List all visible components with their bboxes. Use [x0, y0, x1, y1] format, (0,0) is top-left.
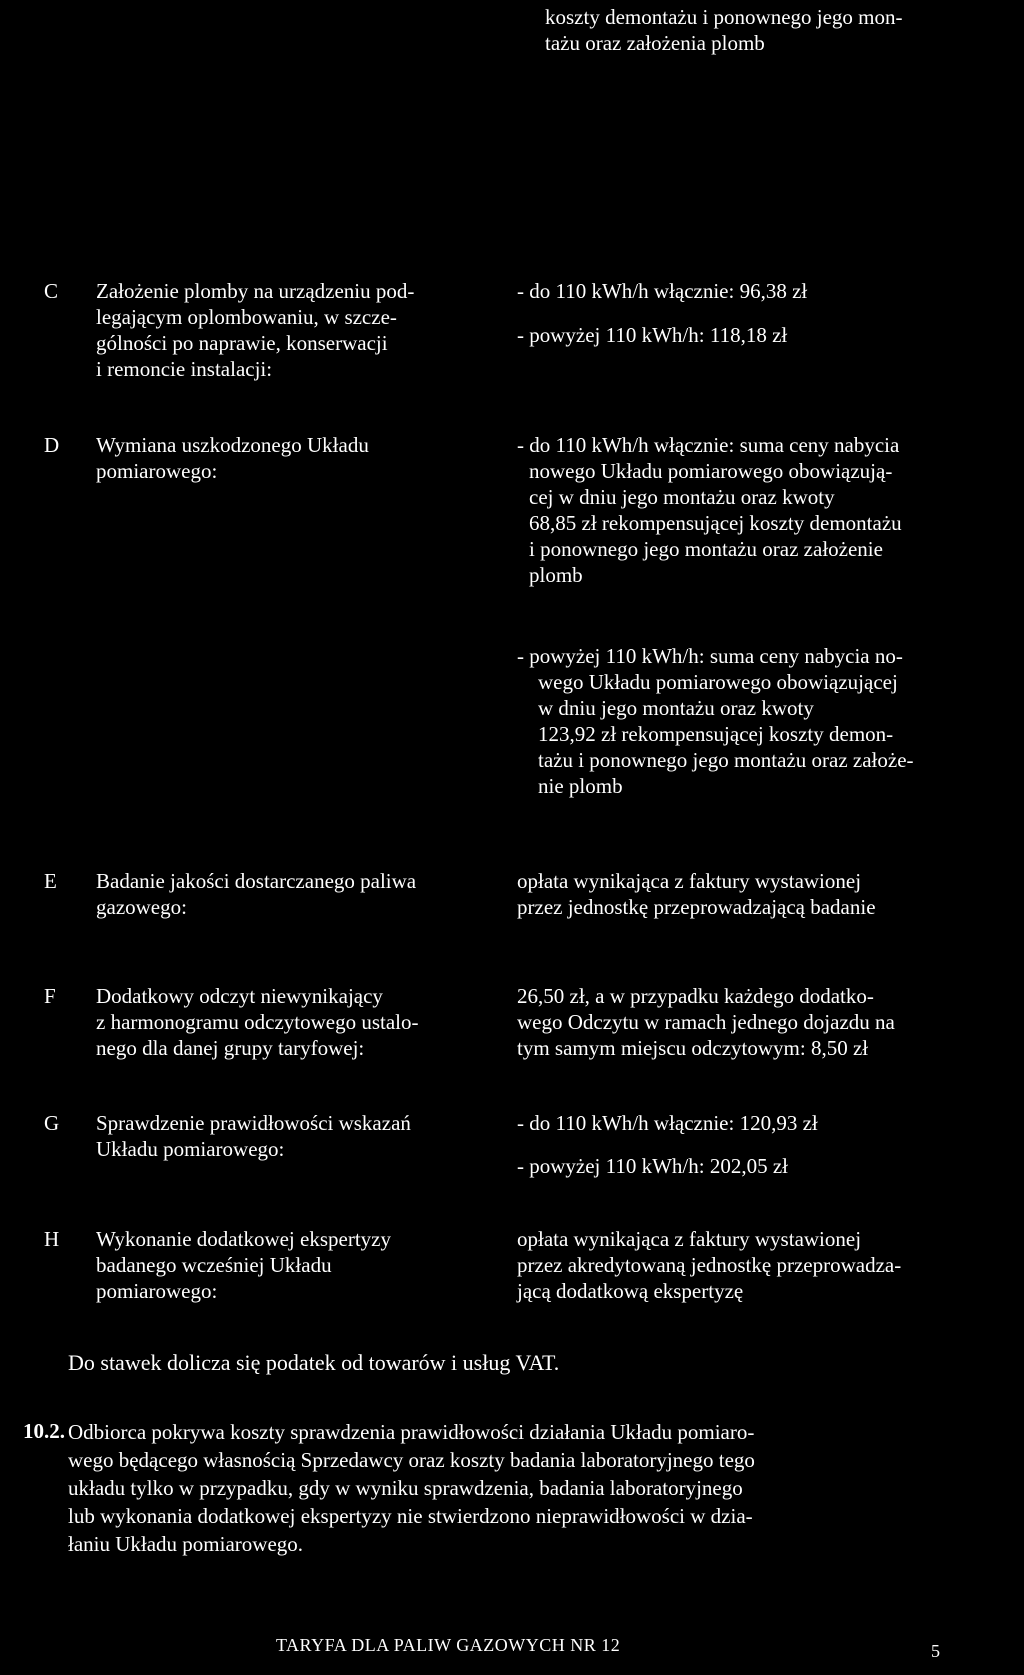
row-desc-e: [96, 868, 416, 920]
desc-line: i remoncie instalacji:: [96, 357, 273, 381]
value-line: 68,85 zł rekompensującej koszty demontażu: [529, 511, 902, 535]
value-line: przez jednostkę przeprowadzającą badanie: [517, 895, 876, 919]
desc-line: z harmonogramu odczytowego ustalo-: [96, 1010, 419, 1034]
section-line: Odbiorca pokrywa koszty sprawdzenia prawidłowości działania Układu pomiaro-: [68, 1420, 755, 1444]
value-line: - powyżej 110 kWh/h: 118,18 zł: [517, 323, 788, 347]
vat-note: Do stawek dolicza się podatek od towarów i usług VAT.: [68, 1350, 560, 1375]
desc-line: Układu pomiarowego:: [96, 1137, 285, 1161]
value-line: tażu i ponownego jego montażu oraz założe-: [538, 748, 914, 772]
row-desc-f: [96, 983, 419, 1061]
row-value-f: [517, 983, 895, 1061]
row-value-c-2: [517, 322, 787, 348]
section-text: [68, 1418, 755, 1558]
row-value-e: [517, 868, 876, 920]
desc-line: Dodatkowy odczyt niewynikający: [96, 984, 383, 1008]
desc-line: Badanie jakości dostarczanego paliwa: [96, 869, 417, 893]
row-value-c-1: [517, 278, 807, 304]
page-number: 5: [931, 1641, 941, 1661]
row-value-h: [517, 1226, 901, 1304]
desc-line: Sprawdzenie prawidłowości wskazań: [96, 1111, 411, 1135]
value-line: plomb: [529, 563, 583, 587]
row-desc-c: [96, 278, 414, 382]
row-letter-d: D: [44, 433, 60, 457]
row-desc-h: [96, 1226, 391, 1304]
desc-line: Wymiana uszkodzonego Układu: [96, 433, 369, 457]
value-line: - do 110 kWh/h włącznie: 96,38 zł: [517, 279, 808, 303]
value-line: 123,92 zł rekompensującej koszty demon-: [538, 722, 894, 746]
value-line: w dniu jego montażu oraz kwoty: [538, 696, 814, 720]
top-fragment-line: koszty demontażu i ponownego jego mon-: [545, 5, 903, 29]
value-line: tym samym miejscu odczytowym: 8,50 zł: [517, 1036, 869, 1060]
value-line: nie plomb: [538, 774, 623, 798]
value-line: - do 110 kWh/h włącznie: 120,93 zł: [517, 1111, 818, 1135]
row-letter-h: H: [44, 1227, 60, 1251]
value-line: - powyżej 110 kWh/h: suma ceny nabycia no-: [517, 644, 903, 668]
section-line: łaniu Układu pomiarowego.: [68, 1532, 304, 1556]
value-line: opłata wynikająca z faktury wystawionej: [517, 1227, 862, 1251]
top-fragment-line: tażu oraz założenia plomb: [545, 31, 765, 55]
desc-line: pomiarowego:: [96, 459, 218, 483]
value-line: - do 110 kWh/h włącznie: suma ceny nabycia: [517, 433, 900, 457]
value-line: przez akredytowaną jednostkę przeprowadza-: [517, 1253, 902, 1277]
value-line: - powyżej 110 kWh/h: 202,05 zł: [517, 1154, 789, 1178]
row-value-d-2: [517, 643, 914, 799]
value-line: 26,50 zł, a w przypadku każdego dodatko-: [517, 984, 874, 1008]
value-line: wego Układu pomiarowego obowiązującej: [538, 670, 898, 694]
desc-line: Wykonanie dodatkowej ekspertyzy: [96, 1227, 391, 1251]
row-letter-f: F: [44, 984, 56, 1008]
row-value-g-1: [517, 1110, 818, 1136]
row-value-g-2: [517, 1153, 788, 1179]
value-line: nowego Układu pomiarowego obowiązują-: [529, 459, 893, 483]
value-line: cej w dniu jego montażu oraz kwoty: [529, 485, 835, 509]
desc-line: nego dla danej grupy taryfowej:: [96, 1036, 365, 1060]
section-line: wego będącego własnością Sprzedawcy oraz koszty badania laboratoryjnego tego: [68, 1448, 755, 1472]
top-fragment: [545, 4, 903, 56]
row-value-d-1: [517, 432, 902, 588]
desc-line: pomiarowego:: [96, 1279, 218, 1303]
value-line: jącą dodatkową ekspertyzę: [517, 1279, 744, 1303]
desc-line: gólności po naprawie, konserwacji: [96, 331, 388, 355]
row-letter-g: G: [44, 1111, 60, 1135]
desc-line: badanego wcześniej Układu: [96, 1253, 332, 1277]
desc-line: legającym oplombowaniu, w szcze-: [96, 305, 397, 329]
desc-line: Założenie plomby na urządzeniu pod-: [96, 279, 415, 303]
value-line: i ponownego jego montażu oraz założenie: [529, 537, 883, 561]
section-line: układu tylko w przypadku, gdy w wyniku sprawdzenia, badania laboratoryjnego: [68, 1476, 743, 1500]
row-desc-d: [96, 432, 369, 484]
row-letter-c: C: [44, 279, 59, 303]
value-line: wego Odczytu w ramach jednego dojazdu na: [517, 1010, 895, 1034]
section-line: lub wykonania dodatkowej ekspertyzy nie stwierdzono nieprawidłowości w dzia-: [68, 1504, 753, 1528]
desc-line: gazowego:: [96, 895, 187, 919]
value-line: opłata wynikająca z faktury wystawionej: [517, 869, 862, 893]
row-letter-e: E: [44, 869, 57, 893]
row-desc-g: [96, 1110, 411, 1162]
section-number: 10.2.: [23, 1419, 65, 1443]
footer-title: TARYFA DLA PALIW GAZOWYCH NR 12: [276, 1635, 621, 1655]
